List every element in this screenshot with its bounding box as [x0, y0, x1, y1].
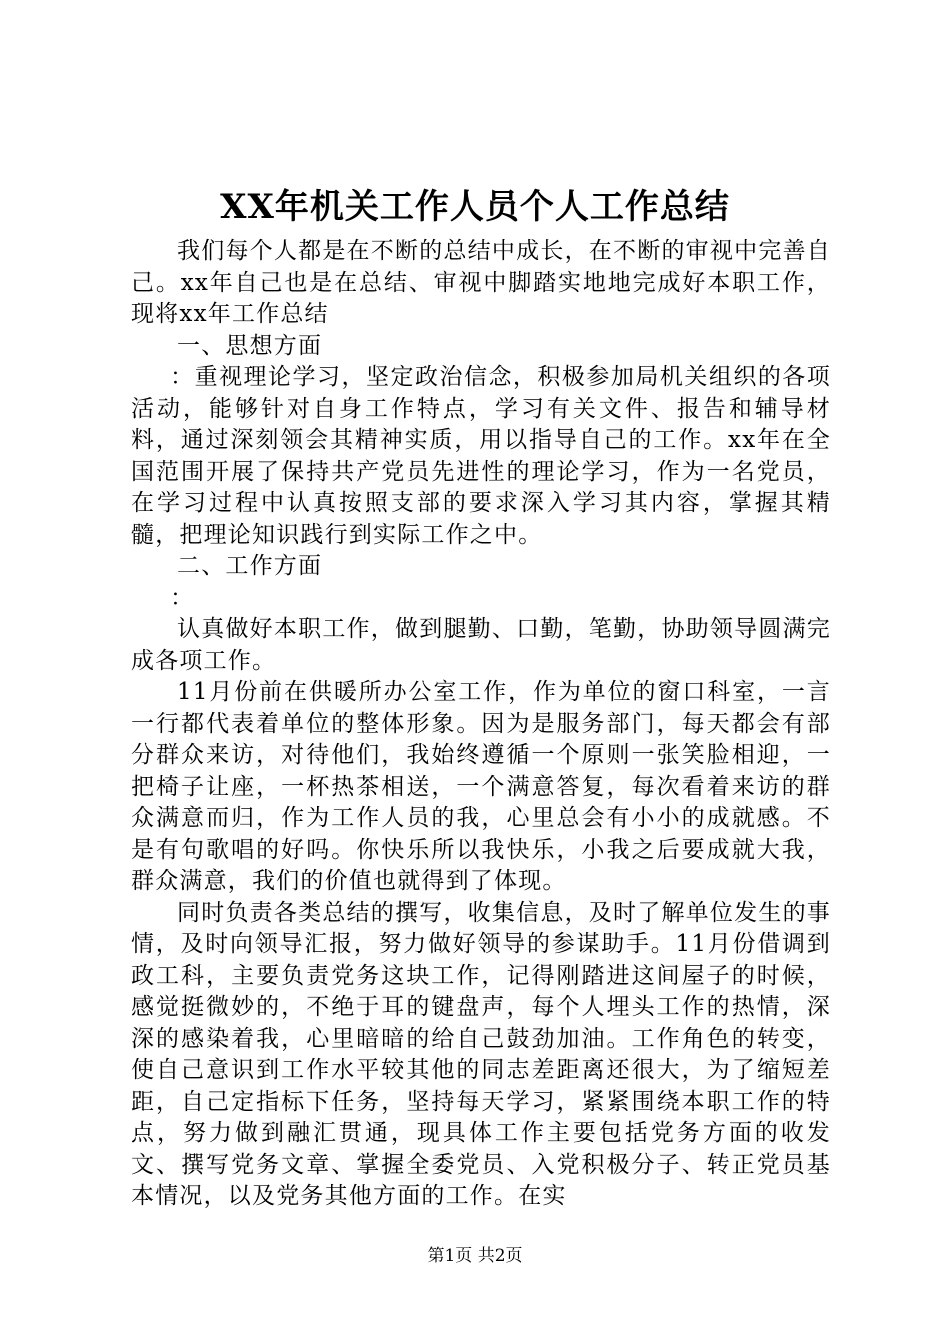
- party-work-paragraph: 同时负责各类总结的撰写，收集信息，及时了解单位发生的事情，及时向领导汇报，努力做好领导的参谋助手。11月份借调到政工科，主要负责党务这块工作，记得刚踏进这间屋子的时候，感觉挺微妙的，不绝于耳的键盘声，每个人埋头工作的热情，深深的感染着我，心里暗暗的给自己鼓劲加油。工作角色的转变，使自己意识到工作水平较其他的同志差距离还很大，为了缩短差距，自己定指标下任务，坚持每天学习，紧紧围绕本职工作的特点，努力做到融汇贯通，现具体工作主要包括党务方面的收发文、撰写党务文章、掌握全委党员、入党积极分子、转正党员基本情况，以及党务其他方面的工作。在实: [131, 899, 831, 1209]
- colon-line: ：: [170, 584, 195, 611]
- section-heading-work: 二、工作方面: [177, 553, 323, 579]
- work-summary-paragraph: 认真做好本职工作，做到腿勤、口勤，笔勤，协助领导圆满完成各项工作。: [131, 616, 831, 674]
- intro-paragraph: 我们每个人都是在不断的总结中成长，在不断的审视中完善自己。xx年自己也是在总结、审视中脚踏实地地完成好本职工作，现将xx年工作总结: [131, 238, 831, 327]
- document-title: XX年机关工作人员个人工作总结: [220, 187, 730, 227]
- thought-paragraph: ：重视理论学习，坚定政治信念，积极参加局机关组织的各项活动，能够针对自身工作特点，学习有关文件、报告和辅导材料，通过深刻领会其精神实质，用以指导自己的工作。xx年在全国范围开展了保持共产党员先进性的理论学习，作为一名党员，在学习过程中认真按照支部的要求深入学习其内容，掌握其精髓，把理论知识践行到实际工作之中。: [131, 364, 831, 548]
- page-footer: 第1页 共2页: [427, 1246, 523, 1266]
- office-work-paragraph: 11月份前在供暖所办公室工作，作为单位的窗口科室，一言一行都代表着单位的整体形象。因为是服务部门，每天都会有部分群众来访，对待他们，我始终遵循一个原则一张笑脸相迎，一把椅子让座，一杯热茶相送，一个满意答复，每次看着来访的群众满意而归，作为工作人员的我，心里总会有小小的成就感。不是有句歌唱的好吗。你快乐所以我快乐，小我之后要成就大我，群众满意，我们的价值也就得到了体现。: [131, 679, 831, 894]
- document-body: [131, 236, 831, 1213]
- section-heading-thought: 一、思想方面: [177, 332, 323, 359]
